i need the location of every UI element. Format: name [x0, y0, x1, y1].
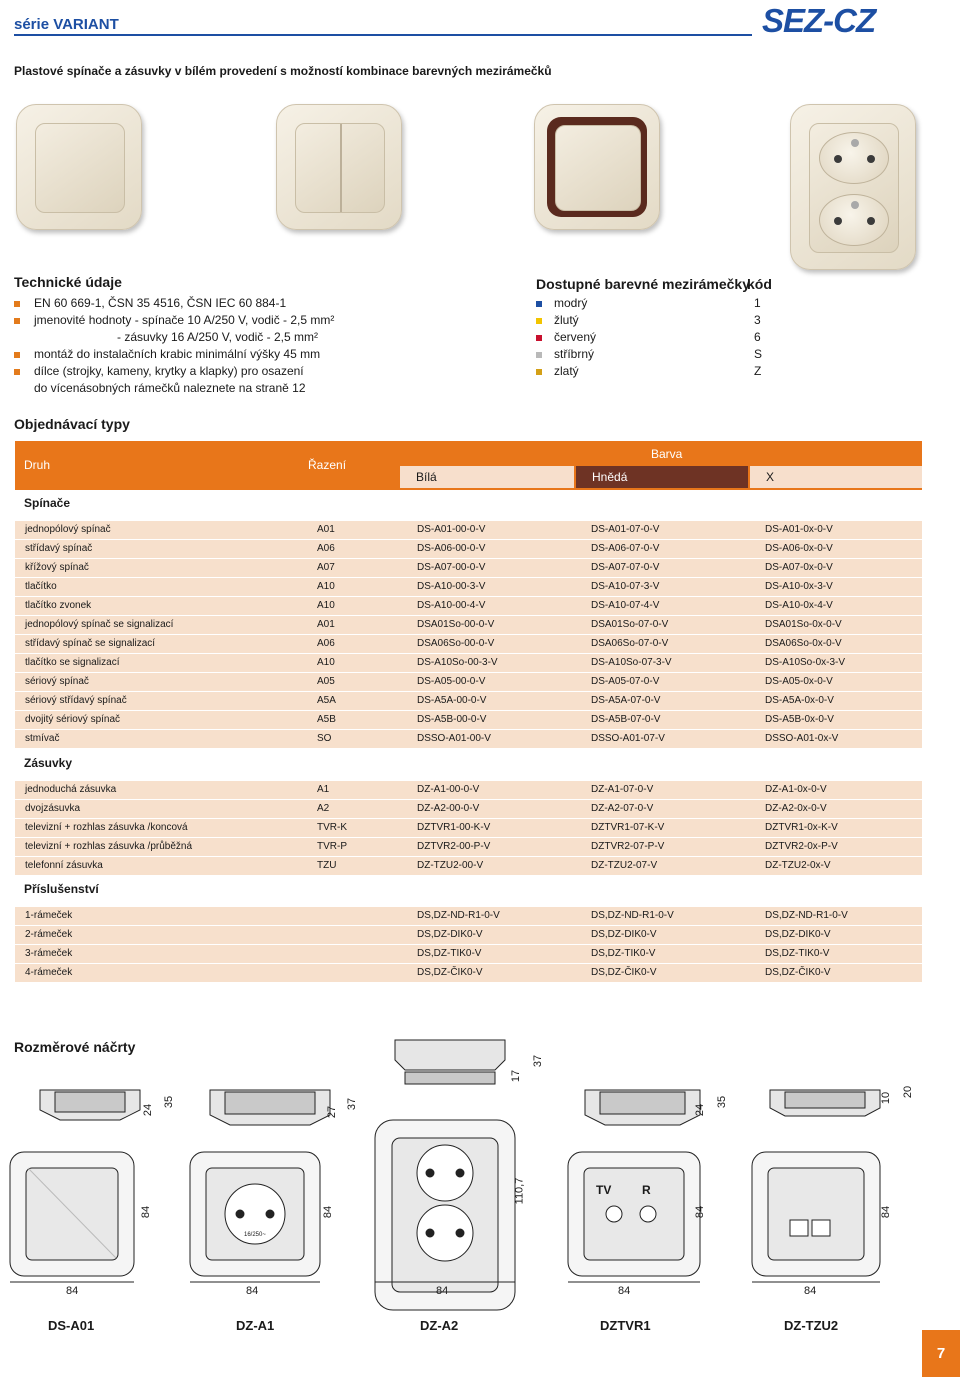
- table-cell: DS-A01-0x-0-V: [765, 524, 833, 535]
- table-cell: DS-A10-07-3-V: [591, 581, 660, 592]
- table-cell: 4-rámeček: [25, 967, 73, 978]
- table-cell: křížový spínač: [25, 562, 89, 573]
- table-cell: DS-A05-07-0-V: [591, 676, 660, 687]
- header-rule: [14, 34, 752, 36]
- table-row: [15, 730, 922, 748]
- color-swatch: [536, 335, 542, 341]
- table-cell: dvojzásuvka: [25, 803, 81, 814]
- dim-depth: 10: [880, 1091, 893, 1105]
- color-swatch: [536, 318, 542, 324]
- table-cell: DS-A10-07-4-V: [591, 600, 660, 611]
- socket-rating: 16/250~: [244, 1232, 266, 1238]
- table-row: [15, 578, 922, 596]
- table-row: [15, 964, 922, 982]
- table-cell: DSA01So-07-0-V: [591, 619, 669, 630]
- table-cell: DS,DZ-TIK0-V: [417, 948, 482, 959]
- table-cell: DZ-A2-00-0-V: [417, 803, 480, 814]
- section-heading: Příslušenství: [24, 882, 99, 896]
- table-cell: A05: [317, 676, 335, 687]
- photo-single-switch: [16, 104, 142, 230]
- table-cell: DSSO-A01-00-V: [417, 733, 491, 744]
- table-cell: DS-A05-00-0-V: [417, 676, 486, 687]
- table-cell: tlačítko se signalizací: [25, 657, 120, 668]
- table-cell: A2: [317, 803, 330, 814]
- table-cell: DS,DZ-TIK0-V: [765, 948, 830, 959]
- photo-double-socket: [790, 104, 916, 270]
- dim-height: 84: [880, 1205, 893, 1219]
- table-row: [15, 945, 922, 963]
- sketch-label: DZ-TZU2: [784, 1318, 839, 1333]
- table-cell: DS,DZ-DIK0-V: [417, 929, 483, 940]
- order-title: Objednávací typy: [14, 416, 130, 432]
- table-cell: A10: [317, 600, 335, 611]
- color-item: stříbrný: [554, 347, 594, 361]
- table-cell: DZTVR2-07-P-V: [591, 841, 665, 852]
- tech-title: Technické údaje: [14, 274, 122, 290]
- photo-brown-switch: [534, 104, 660, 230]
- table-row: [15, 711, 922, 729]
- table-cell: DSA01So-00-0-V: [417, 619, 495, 630]
- table-cell: DS,DZ-ND-R1-0-V: [591, 910, 674, 921]
- table-cell: tlačítko: [25, 581, 57, 592]
- table-cell: 2-rámeček: [25, 929, 73, 940]
- tech-item: do vícenásobných rámečků naleznete na straně 12: [34, 381, 306, 395]
- tech-item: montáž do instalačních krabic minimální výšky 45 mm: [34, 347, 320, 361]
- color-swatch: [536, 369, 542, 375]
- socket-tv-mark: TV: [596, 1183, 612, 1197]
- table-cell: DS-A07-0x-0-V: [765, 562, 833, 573]
- table-cell: DZ-TZU2-07-V: [591, 860, 658, 871]
- table-cell: SO: [317, 733, 332, 744]
- dim-depth: 24: [694, 1103, 707, 1117]
- table-cell: DS,DZ-ČIK0-V: [591, 967, 657, 978]
- table-cell: DS-A5A-0x-0-V: [765, 695, 834, 706]
- table-cell: stmívač: [25, 733, 60, 744]
- table-cell: DS-A10-0x-3-V: [765, 581, 833, 592]
- table-cell: telefonní zásuvka: [25, 860, 103, 871]
- header-hneda: Hnědá: [592, 470, 628, 484]
- table-cell: A06: [317, 638, 335, 649]
- table-cell: DZ-A2-07-0-V: [591, 803, 654, 814]
- color-code: 1: [754, 296, 761, 310]
- table-cell: 3-rámeček: [25, 948, 73, 959]
- header-druh: Druh: [24, 458, 51, 472]
- table-cell: DS-A10So-00-3-V: [417, 657, 498, 668]
- color-item: žlutý: [554, 313, 579, 327]
- table-cell: DS-A07-07-0-V: [591, 562, 660, 573]
- table-cell: DS-A5B-00-0-V: [417, 714, 487, 725]
- table-cell: A01: [317, 524, 335, 535]
- tech-item: jmenovité hodnoty - spínače 10 A/250 V, vodič - 2,5 mm²: [34, 313, 334, 327]
- sketch-label: DZ-A2: [420, 1318, 459, 1333]
- table-cell: DS-A01-07-0-V: [591, 524, 660, 535]
- table-cell: DZTVR1-00-K-V: [417, 822, 491, 833]
- table-row: [15, 781, 922, 799]
- table-row: [15, 521, 922, 539]
- table-cell: DS-A06-07-0-V: [591, 543, 660, 554]
- table-cell: DZTVR1-0x-K-V: [765, 822, 838, 833]
- dim-width: 84: [246, 1285, 259, 1297]
- table-cell: A10: [317, 581, 335, 592]
- section-heading: Spínače: [24, 496, 71, 510]
- brand-logo: SEZ-CZ: [762, 2, 876, 39]
- table-cell: DS-A10So-0x-3-V: [765, 657, 846, 668]
- photo-double-switch: [276, 104, 402, 230]
- table-cell: TVR-K: [317, 822, 347, 833]
- page-subtitle: Plastové spínače a zásuvky v bílém provedení s možností kombinace barevných mezirámečků: [14, 64, 552, 78]
- tech-item: EN 60 669-1, ČSN 35 4516, ČSN IEC 60 884-1: [34, 296, 286, 310]
- table-cell: jednopólový spínač se signalizací: [25, 619, 174, 630]
- table-cell: sériový střídavý spínač: [25, 695, 127, 706]
- dim-height: 84: [140, 1205, 153, 1219]
- table-row: [15, 800, 922, 818]
- table-row: [15, 559, 922, 577]
- socket-r-mark: R: [642, 1183, 651, 1197]
- dim-depth: 20: [902, 1085, 915, 1099]
- color-code: Z: [754, 364, 762, 378]
- table-cell: DS,DZ-DIK0-V: [591, 929, 657, 940]
- table-cell: DS-A01-00-0-V: [417, 524, 486, 535]
- socket-lower: [819, 194, 889, 246]
- table-cell: A07: [317, 562, 335, 573]
- sketch-label: DZ-A1: [236, 1318, 275, 1333]
- header-bila: Bílá: [416, 470, 437, 484]
- tech-item: - zásuvky 16 A/250 V, vodič - 2,5 mm²: [117, 330, 318, 344]
- table-cell: DZ-TZU2-0x-V: [765, 860, 831, 871]
- table-cell: televizní + rozhlas zásuvka /průběžná: [25, 841, 193, 852]
- table-cell: A10: [317, 657, 335, 668]
- sketch-label: DZTVR1: [600, 1318, 651, 1333]
- color-code: 3: [754, 313, 761, 327]
- header-x-cell: [750, 466, 922, 488]
- table-cell: A01: [317, 619, 335, 630]
- dim-width: 84: [618, 1285, 631, 1297]
- color-code: S: [754, 347, 763, 361]
- table-row: [15, 907, 922, 925]
- table-cell: DS,DZ-ČIK0-V: [417, 967, 483, 978]
- switch-rocker-double: [295, 123, 385, 213]
- dim-width: 84: [66, 1285, 79, 1297]
- color-code: 6: [754, 330, 761, 344]
- dim-height: 84: [322, 1205, 335, 1219]
- header-barva: Barva: [651, 447, 683, 461]
- table-row: [15, 838, 922, 856]
- table-cell: DS-A10-00-4-V: [417, 600, 486, 611]
- table-cell: TVR-P: [317, 841, 347, 852]
- table-cell: DS,DZ-ČIK0-V: [765, 967, 831, 978]
- dim-depth: 35: [716, 1095, 729, 1109]
- switch-rocker: [35, 123, 125, 213]
- table-row: [15, 597, 922, 615]
- table-cell: A5B: [317, 714, 336, 725]
- dim-height: 110,7: [513, 1177, 526, 1205]
- dim-width: 84: [804, 1285, 817, 1297]
- table-cell: DSA06So-00-0-V: [417, 638, 495, 649]
- socket-upper: [819, 132, 889, 184]
- table-row: [15, 540, 922, 558]
- table-row: [15, 692, 922, 710]
- table-cell: tlačítko zvonek: [25, 600, 92, 611]
- table-cell: DZ-A1-07-0-V: [591, 784, 654, 795]
- color-swatch: [536, 301, 542, 307]
- code-title: kód: [747, 276, 772, 292]
- color-swatch: [536, 352, 542, 358]
- table-cell: DSA01So-0x-0-V: [765, 619, 842, 630]
- table-cell: dvojitý sériový spínač: [25, 714, 121, 725]
- table-cell: jednoduchá zásuvka: [25, 784, 117, 795]
- table-row: [15, 926, 922, 944]
- color-item: červený: [554, 330, 596, 344]
- dim-depth: 37: [346, 1097, 359, 1111]
- dim-depth: 24: [142, 1103, 155, 1117]
- table-cell: DZ-A1-0x-0-V: [765, 784, 827, 795]
- dims-title: Rozměrové náčrty: [14, 1039, 136, 1055]
- tech-item: dílce (strojky, kameny, krytky a klapky) pro osazení: [34, 364, 304, 378]
- dim-depth: 17: [510, 1069, 523, 1083]
- color-item: modrý: [554, 296, 587, 310]
- table-cell: jednopólový spínač: [25, 524, 111, 535]
- header-x: X: [766, 470, 775, 484]
- table-cell: DS-A5A-07-0-V: [591, 695, 661, 706]
- dim-depth: 37: [532, 1054, 545, 1068]
- dim-depth: 27: [326, 1105, 339, 1119]
- table-cell: sériový spínač: [25, 676, 89, 687]
- dim-depth: 35: [163, 1095, 176, 1109]
- table-cell: DS,DZ-ND-R1-0-V: [765, 910, 848, 921]
- table-cell: střídavý spínač: [25, 543, 93, 554]
- table-cell: TZU: [317, 860, 337, 871]
- table-row: [15, 654, 922, 672]
- table-cell: DS,DZ-TIK0-V: [591, 948, 656, 959]
- table-cell: DS-A5B-07-0-V: [591, 714, 661, 725]
- table-cell: 1-rámeček: [25, 910, 73, 921]
- table-row: [15, 673, 922, 691]
- colors-title: Dostupné barevné mezirámečky: [536, 276, 750, 292]
- table-row: [15, 635, 922, 653]
- table-cell: DS-A07-00-0-V: [417, 562, 486, 573]
- table-cell: DZ-A2-0x-0-V: [765, 803, 827, 814]
- table-cell: DZTVR2-0x-P-V: [765, 841, 838, 852]
- table-cell: A06: [317, 543, 335, 554]
- table-cell: DS-A5B-0x-0-V: [765, 714, 834, 725]
- header-razeni: Řazení: [308, 458, 347, 472]
- socket-plate: [809, 123, 899, 253]
- table-cell: DSSO-A01-0x-V: [765, 733, 839, 744]
- table-row: [15, 819, 922, 837]
- table-cell: DS-A5A-00-0-V: [417, 695, 487, 706]
- table-cell: střídavý spínač se signalizací: [25, 638, 156, 649]
- table-cell: A1: [317, 784, 330, 795]
- series-title: série VARIANT: [14, 16, 119, 33]
- table-cell: DZTVR2-00-P-V: [417, 841, 491, 852]
- section-heading: Zásuvky: [24, 756, 73, 770]
- table-cell: DZ-A1-00-0-V: [417, 784, 480, 795]
- table-cell: A5A: [317, 695, 336, 706]
- page-number: 7: [922, 1330, 960, 1377]
- table-cell: DZ-TZU2-00-V: [417, 860, 484, 871]
- table-cell: DS-A06-00-0-V: [417, 543, 486, 554]
- table-cell: DS-A05-0x-0-V: [765, 676, 833, 687]
- table-row: [15, 616, 922, 634]
- table-cell: DS,DZ-ND-R1-0-V: [417, 910, 500, 921]
- switch-rocker-brown: [555, 125, 641, 211]
- table-cell: DSSO-A01-07-V: [591, 733, 665, 744]
- sketch-label: DS-A01: [48, 1318, 95, 1333]
- table-cell: DS-A10So-07-3-V: [591, 657, 672, 668]
- color-item: zlatý: [554, 364, 579, 378]
- table-cell: televizní + rozhlas zásuvka /koncová: [25, 822, 188, 833]
- table-cell: DSA06So-0x-0-V: [765, 638, 842, 649]
- table-cell: DS-A06-0x-0-V: [765, 543, 833, 554]
- table-cell: DSA06So-07-0-V: [591, 638, 669, 649]
- table-cell: DS,DZ-DIK0-V: [765, 929, 831, 940]
- dim-height: 84: [694, 1205, 707, 1219]
- table-cell: DZTVR1-07-K-V: [591, 822, 665, 833]
- table-cell: DS-A10-00-3-V: [417, 581, 486, 592]
- table-cell: DS-A10-0x-4-V: [765, 600, 833, 611]
- table-row: [15, 857, 922, 875]
- dim-width: 84: [436, 1285, 449, 1297]
